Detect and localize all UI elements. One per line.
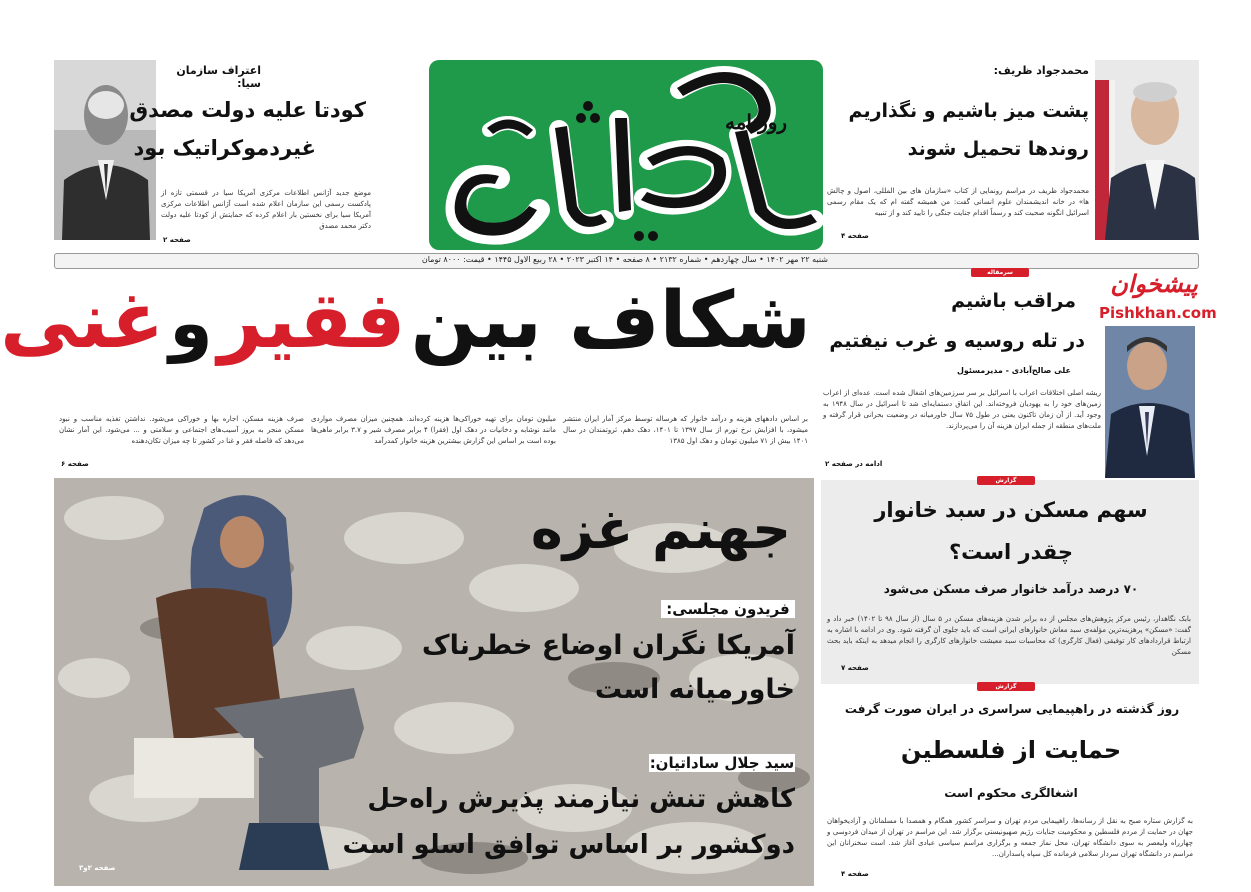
- housing-subhead: ۷۰ درصد درآمد خانوار صرف مسکن می‌شود: [883, 582, 1139, 596]
- right-box-page-ref[interactable]: صفحه ۴: [841, 232, 869, 240]
- palestine-page-ref[interactable]: صفحه ۴: [841, 870, 869, 878]
- main-column-1: بر اساس دادههای هزینه و درآمد خانوار که هرساله توسط مرکز آمار ایران منتشر میشود، با افزایش نرخ تورم از سال ۱۳۹۷ تا ۱۴۰۱، دهک دهم، ثروتمندان در سال ۱۴۰۱ بیش از ۷۱ میلیون تومان و دهک اول ۱۳۸۵: [563, 415, 809, 445]
- editorial-tag: سرمقاله: [971, 268, 1029, 277]
- gaza-quote1-speaker: فریدون مجلسی:: [661, 600, 795, 618]
- gaza-quote2-line2[interactable]: دوکشور بر اساس توافق اسلو است: [342, 830, 795, 860]
- housing-headline-2[interactable]: چقدر است؟: [948, 540, 1074, 564]
- pishkhan-name: پیشخوان: [1110, 270, 1198, 298]
- editorial-headline-1[interactable]: مراقب باشیم: [951, 290, 1076, 312]
- housing-tag: گزارش: [977, 476, 1035, 485]
- main-headline-part3: و: [169, 282, 213, 364]
- main-headline-part2: فقیر: [217, 276, 406, 366]
- left-box-headline-2[interactable]: غیردموکراتیک بود: [133, 136, 316, 160]
- housing-headline-1[interactable]: سهم مسکن در سبد خانوار: [874, 498, 1148, 522]
- editorial-headline-2[interactable]: در تله روسیه و غرب نیفتیم: [829, 330, 1085, 352]
- gaza-quote1-line1[interactable]: آمریکا نگران اوضاع خطرناک: [421, 630, 795, 661]
- right-box-body: محمدجواد ظریف در مراسم رونمایی از کتاب «سازمان های بین المللی، اصول و چالش ها» در خانه اندیشمندان علوم انسانی گفت: من همیشه گفته ام که یک مقام رسمی اسرائیل انگونه صحبت کند و رسماً اقدام جنایت جنگی را تایید کند و از تنبیه: [827, 187, 1089, 217]
- left-box-kicker: اعتراف سازمان سیا:: [176, 64, 261, 90]
- right-box-headline-2[interactable]: روندها تحمیل شوند: [907, 138, 1089, 160]
- palestine-subhead: اشغالگری محکوم است: [944, 786, 1078, 800]
- dateline-bar: [54, 253, 1199, 269]
- housing-body: بابک نگاهدار، رئیس مرکز پژوهش‌های مجلس از ده برابر شدن هزینه‌های مسکن در ۵ سال (از سال ۹۸ تا ۱۴۰۲) خبر داد و گفت: «مسکن» پرهزینه‌ترین مؤلفه‌ی سبد معاش خانوارهای ایرانی است که باید جلوی آن گرفته شود. وی در ادامه با اشاره به ارتباط قراردادهای کار توفیقی (فعال کارگری) که محاسبات سبد معیشت خانوارهای کارگری را انجام میدهد به اینکه باید بحث مسکن: [827, 615, 1191, 656]
- housing-page-ref[interactable]: صفحه ۷: [841, 664, 869, 672]
- left-box-headline-1[interactable]: کودتا علیه دولت مصدق: [129, 98, 366, 122]
- main-column-3: صرف هزینه مسکن، اجاره بها و خوراکی می‌شود. نداشتن تغذیه مناسب و نبود مسکن منجر به بروز آسیب‌های اجتماعی و سلامتی و ... می‌شود. این آمار نشان می‌دهد که فاصله فقر و غنا در کشور تا چه میزان تکان‌دهنده: [59, 415, 304, 445]
- masthead-label: روزنامه: [725, 110, 788, 134]
- main-headline[interactable]: [0, 276, 811, 406]
- portrait-image: [1105, 326, 1195, 478]
- editorial-author-photo: [1105, 326, 1195, 478]
- pishkhan-logo[interactable]: [1099, 270, 1217, 334]
- zarif-photo: [1095, 60, 1199, 240]
- main-column-2: میلیون تومان برای تهیه خوراکی‌ها هزینه کرده‌اند. همچنین میزان مصرف مواردی مانند نوشابه و دخانیات در دهک اول (فقرا) ۴ برابر مصرف شیر و ۳.۷ برابر ماهی‌ها بوده است بر اساس این گزارش بیشترین هزینه خانوار کمدرآمد: [311, 415, 557, 445]
- palestine-tag: گزارش: [977, 682, 1035, 691]
- left-box-body: موضع جدید آژانس اطلاعات مرکزی آمریکا سیا در قسمتی تازه از پادکست رسمی این سازمان اعلام شده است آژانس اطلاعات مرکزی آمریکا سیا برای نخستین بار اعلام کرده که حمایتش از کودتا علیه دولت دکتر محمد مصدق: [161, 189, 371, 230]
- gaza-title[interactable]: جهنم غزه: [530, 498, 791, 561]
- dateline-text: شنبه ۲۲ مهر ۱۴۰۲ • سال چهاردهم • شماره ۲۱۳۲ • ۸ صفحه • ۱۴ اکتبر ۲۰۲۳ • ۲۸ ربیع الاول ۱۴۴۵ • قیمت: ۸۰۰۰ تومان: [421, 255, 828, 264]
- masthead[interactable]: [429, 60, 823, 250]
- gaza-quote1-line2[interactable]: خاورمیانه است: [594, 674, 795, 705]
- editorial-page-ref[interactable]: ادامه در صفحه ۲: [825, 460, 883, 468]
- palestine-body: به گزارش ستاره صبح به نقل از رسانه‌ها، راهپیمایی مردم تهران و سراسر کشور همگام و همصدا با مسلمانان و آزادیخواهان جهان در حمایت از مردم فلسطین و محکومیت جنایات رژیم صهیونیستی برگزار شد. این مراسم در تهران از میدان فردوسی و چهارراه ولیعصر به سوی دانشگاه تهران، محل نماز جمعه و برگزاری مراسم سیاسی عبادی آغاز شد. است سخنرانان این مراسم در دانشگاه تهران سردار سلامی فرمانده کل سپاه پاسداران...: [827, 817, 1193, 858]
- gaza-quote2-speaker: سید جلال ساداتیان:: [649, 754, 795, 772]
- right-box-kicker: محمدجواد ظریف:: [993, 64, 1089, 77]
- gaza-page-ref[interactable]: صفحه ۲و۳: [79, 864, 116, 872]
- main-headline-part1: شکاف بین: [410, 276, 811, 366]
- right-box-headline-1[interactable]: پشت میز باشیم و نگذاریم: [848, 100, 1089, 122]
- palestine-kicker: روز گذشته در راهپیمایی سراسری در ایران صورت گرفت: [844, 702, 1180, 716]
- editorial-author: علی صالح‌آبادی - مدیرمسئول: [956, 366, 1071, 375]
- pishkhan-url: Pishkhan.com: [1099, 304, 1217, 322]
- main-page-ref[interactable]: صفحه ۶: [61, 460, 89, 468]
- portrait-image: [1095, 60, 1199, 240]
- editorial-body: ریشه اصلی اختلافات اعراب با اسرائیل بر سر سرزمین‌های اشغال شده است. عده‌ای از اعراب زمین‌های خود را به یهودیان فروخته‌اند. این اتفاق دستمایه‌ای شد تا اسرائیل در سال ۱۹۴۸ به وجود آید. از آن زمان تاکنون یعنی در طول ۷۵ سال خاورمیانه در وضعیت بحرانی قرار گرفته و ملت‌های منطقه از جمله ایران هزینه آن را می‌پردازند.: [823, 389, 1101, 430]
- palestine-headline[interactable]: حمایت از فلسطین: [900, 736, 1122, 764]
- left-box-page-ref[interactable]: صفحه ۲: [163, 236, 191, 244]
- gaza-quote2-line1[interactable]: کاهش تنش نیازمند پذیرش راه‌حل: [367, 784, 795, 814]
- main-headline-part4: غنی: [0, 276, 165, 366]
- logo-calligraphy: [429, 60, 823, 250]
